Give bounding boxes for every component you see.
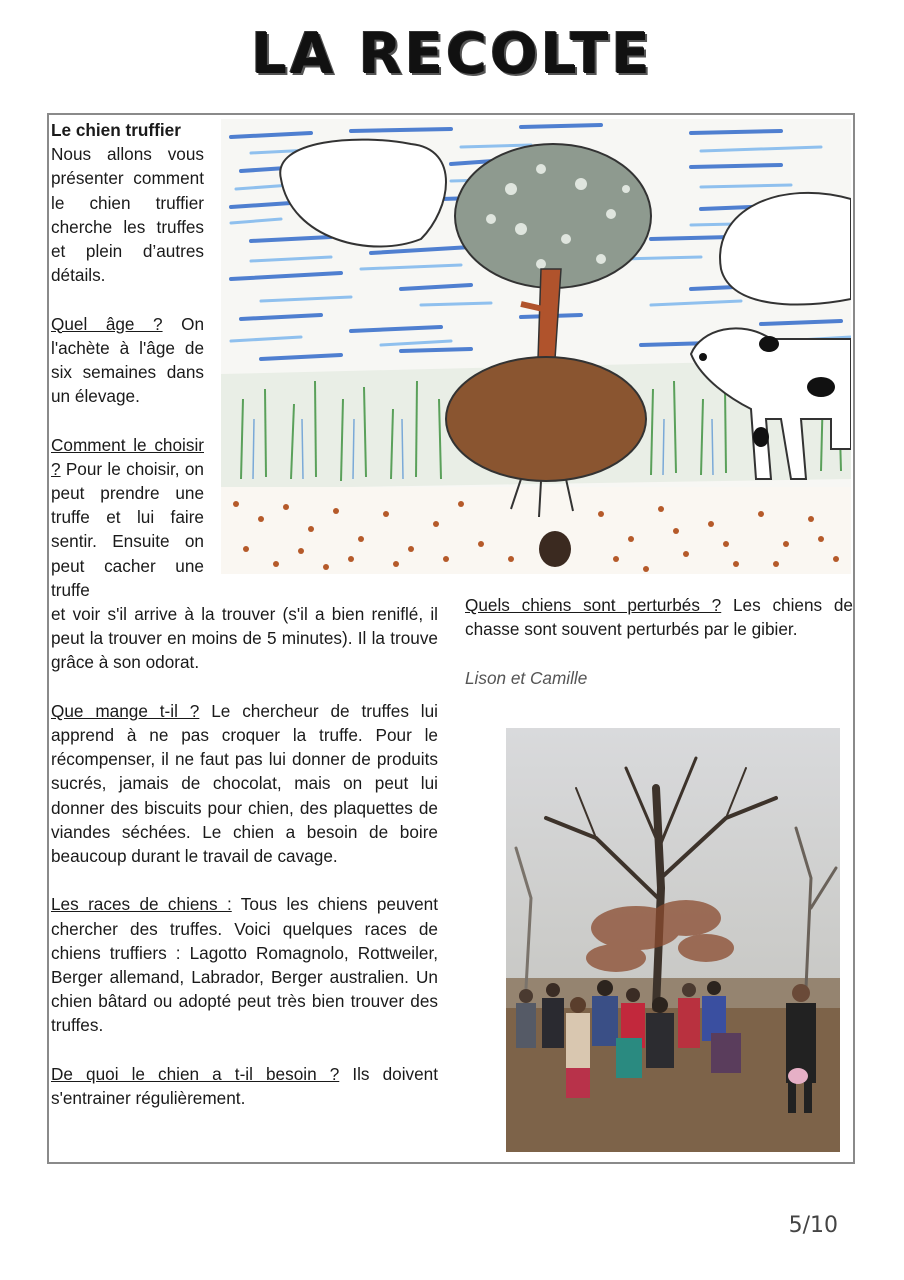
page-number: 5/10 <box>788 1213 838 1238</box>
article-heading: Le chien truffier <box>51 120 181 140</box>
class-outing-photo <box>506 728 840 1152</box>
question-disturbed <box>465 593 853 641</box>
intro-text: Nous allons vous présenter comment le chien truffier cherche les truffes et plein d’autres détails. <box>51 144 204 286</box>
right-column <box>465 593 853 690</box>
wide-column <box>51 602 438 1110</box>
question-age-text: On l'achète à l'âge de six semaines dans un élevage. <box>51 313 204 407</box>
question-needs <box>51 1062 438 1110</box>
question-breeds-label: Les races de chiens : <box>51 894 232 915</box>
question-disturbed-text: Les chiens de chasse sont souvent perturbés par le gibier. <box>465 595 853 640</box>
question-age-label: Quel âge ? <box>51 313 163 334</box>
question-choose <box>51 433 204 602</box>
question-food-text: Le chercheur de truffes lui apprend à ne pas croquer la truffe. Pour le récompenser, il ne faut pas lui donner de produits sucrés, jamais de chocolat, mais on peut lui donner des biscuits pour chien, des plaquettes de viandes séchées. Le chien a besoin de boire beaucoup durant le travail de cavage. <box>51 700 438 867</box>
narrow-column <box>51 118 204 602</box>
question-disturbed-label: Quels chiens sont perturbés ? <box>465 595 722 615</box>
signature: Lison et Camille <box>465 667 588 688</box>
dog-truffle-drawing <box>221 119 851 574</box>
question-choose-label: Comment le choisir ? <box>51 434 204 479</box>
question-breeds <box>51 892 438 1037</box>
question-age <box>51 312 204 409</box>
question-needs-text: Ils doivent s'entrainer régulièrement. <box>51 1063 438 1109</box>
question-choose-continued: et voir s'il arrive à la trouver (s'il a bien reniflé, il peut la trouver en moins de 5 minutes). Il la trouve grâce à son odorat. <box>51 604 438 673</box>
question-food <box>51 699 438 868</box>
question-choose-text: Pour le choisir, on peut prendre une truffe et lui faire sentir. Ensuite on peut cacher une truffe <box>51 458 204 600</box>
question-food-label: Que mange t-il ? <box>51 700 200 721</box>
question-breeds-text: Tous les chiens peuvent chercher des truffes. Voici quelques races de chiens truffiers : Lagotto Romagnolo, Rottweiler, Berger allemand, Labrador, Berger australien. Un chien bâtard ou adopté peut très bien trouver des truffes. <box>51 894 438 1036</box>
question-needs-label: De quoi le chien a t-il besoin ? <box>51 1063 340 1084</box>
page-title: LA RECOLTE <box>251 22 653 87</box>
